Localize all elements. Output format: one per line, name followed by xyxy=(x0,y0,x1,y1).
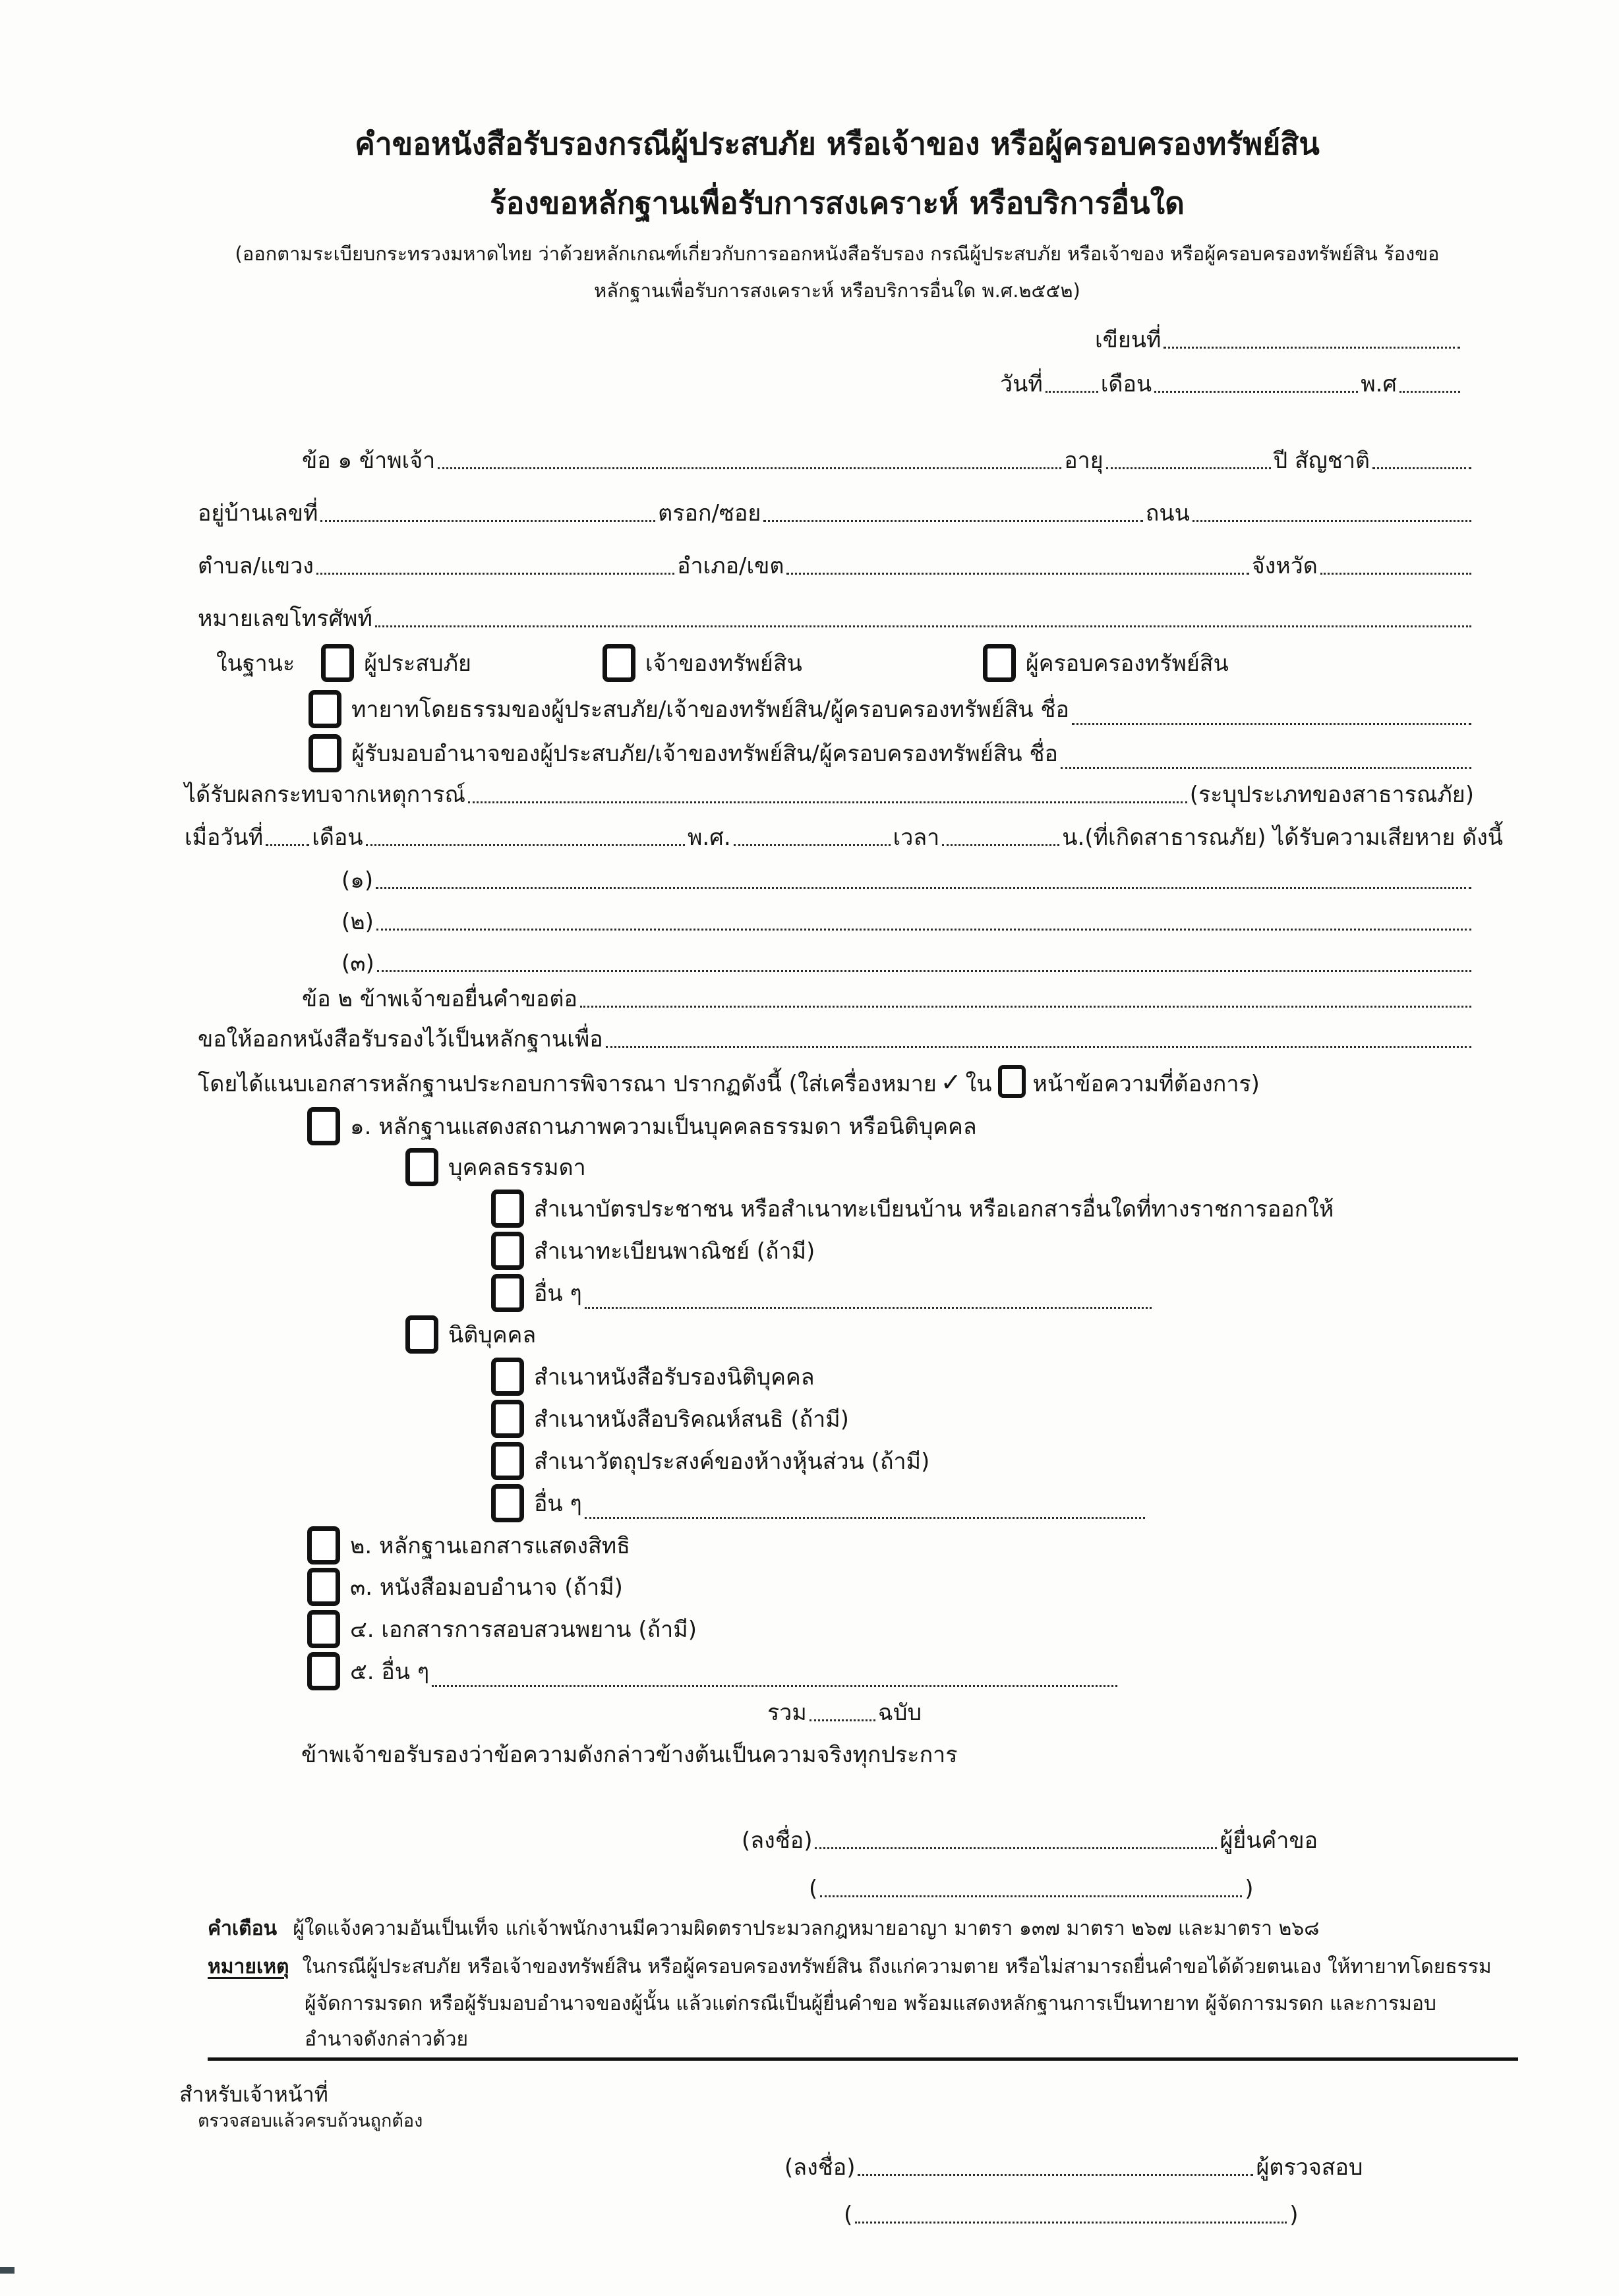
incident-time-field[interactable] xyxy=(942,844,1059,846)
juristic-doc1-row xyxy=(198,1356,1474,1398)
written-at-label: เขียนที่ xyxy=(1095,327,1162,353)
date-year-field[interactable] xyxy=(1399,391,1460,393)
checkbox-memorandum[interactable] xyxy=(491,1400,524,1438)
purpose-label: ขอให้ออกหนังสือรับรองไว้เป็นหลักฐานเพื่อ xyxy=(198,1026,603,1052)
paren-open: ( xyxy=(809,1876,818,1902)
natural-other-field[interactable] xyxy=(585,1307,1152,1309)
officer-signature-field[interactable] xyxy=(858,2174,1253,2176)
officer-section-row xyxy=(179,2081,328,2108)
regulation-line1: (ออกตามระเบียบกระทรวงมหาดไทย ว่าด้วยหลักเกณฑ์เกี่ยวกับการออกหนังสือรับรอง กรณีผู้ประสบภัย หรือเจ้าของ หรือผู้ครอบครองทรัพย์สิน ร้องขอ xyxy=(235,243,1440,265)
checklist-item3-row xyxy=(198,1566,1474,1609)
checklist-item3-label: ๓. หนังสือมอบอำนาจ (ถ้ามี) xyxy=(350,1574,623,1601)
checkbox-item4[interactable] xyxy=(307,1610,340,1648)
capacity-option-victim: ผู้ประสบภัย xyxy=(364,650,471,677)
checkbox-commercial-registration[interactable] xyxy=(491,1232,524,1270)
capacity-label: ในฐานะ xyxy=(216,650,295,677)
warning-label: คำเตือน xyxy=(208,1917,278,1940)
clause1-name-row xyxy=(198,447,1474,475)
incident-month-field[interactable] xyxy=(366,844,685,846)
juristic-doc-other-row xyxy=(198,1483,1474,1525)
house-no-label: อยู่บ้านเลขที่ xyxy=(198,500,318,527)
officer-paren-close: ) xyxy=(1289,2202,1299,2228)
note-line2: ผู้จัดการมรดก หรือผู้รับมอบอำนาจของผู้นั้น แล้วแต่กรณีเป็นผู้ยื่นคำขอ พร้อมแสดงหลักฐานการเป็นทายาท ผู้จัดการมรดก และการมอบ xyxy=(305,1992,1436,2015)
warning-row xyxy=(208,1916,1533,1941)
written-at-row xyxy=(1095,326,1463,355)
checklist-item1-label: ๑. หลักฐานแสดงสถานภาพความเป็นบุคคลธรรมดา หรือนิติบุคคล xyxy=(350,1113,977,1140)
checkbox-heir[interactable] xyxy=(309,690,341,728)
district-label: อำเภอ/เขต xyxy=(677,553,784,579)
checkbox-partnership-objectives[interactable] xyxy=(491,1442,524,1480)
natural-person-row xyxy=(198,1147,1474,1189)
officer-signname-row xyxy=(198,2201,1299,2229)
checkbox-item5[interactable] xyxy=(307,1652,340,1690)
checkbox-juristic-other[interactable] xyxy=(491,1484,524,1522)
clause1-lead: ข้อ ๑ ข้าพเจ้า xyxy=(302,447,436,474)
note-line1: ในกรณีผู้ประสบภัย หรือเจ้าของทรัพย์สิน หรือผู้ครอบครองทรัพย์สิน ถึงแก่ความตาย หรือไม่สามารถยื่นคำขอได้ด้วยตนเอง ให้ทายาทโดยธรรม xyxy=(302,1955,1492,1978)
attorney-label: ผู้รับมอบอำนาจของผู้ประสบภัย/เจ้าของทรัพย์สิน/ผู้ครอบครองทรัพย์สิน ชื่อ xyxy=(351,740,1058,767)
road-field[interactable] xyxy=(1192,520,1471,522)
applicant-printed-name-field[interactable] xyxy=(820,1895,1242,1897)
age-label: อายุ xyxy=(1064,447,1104,474)
attach-mid-text: ใน xyxy=(965,1070,992,1097)
natural-doc1-row xyxy=(198,1188,1474,1230)
verified-text: ตรวจสอบแล้วครบถ้วนถูกต้อง xyxy=(198,2111,423,2131)
check-mark-glyph: ✓ xyxy=(940,1067,962,1097)
verified-row xyxy=(198,2110,423,2133)
year-label: พ.ศ xyxy=(1361,371,1397,397)
attach-lead-text: โดยได้แนบเอกสารหลักฐานประกอบการพิจารณา ปรากฏดังนี้ (ใส่เครื่องหมาย xyxy=(198,1070,937,1097)
officer-printed-name-field[interactable] xyxy=(855,2222,1287,2224)
total-label: รวม xyxy=(767,1700,807,1726)
incident-year-label: พ.ศ. xyxy=(688,824,731,851)
checkbox-item1[interactable] xyxy=(307,1107,340,1145)
note-label: หมายเหตุ xyxy=(208,1955,289,1978)
province-field[interactable] xyxy=(1320,573,1471,575)
lane-field[interactable] xyxy=(763,520,1142,522)
item5-other-field[interactable] xyxy=(432,1685,1117,1687)
note-row2 xyxy=(305,1992,1546,2017)
checklist-item5-row xyxy=(198,1651,1474,1693)
natural-doc-other-row xyxy=(198,1273,1474,1315)
checkbox-natural-person[interactable] xyxy=(405,1148,438,1186)
event-field[interactable] xyxy=(468,801,1187,803)
heir-row xyxy=(198,689,1474,731)
damage-item-3: (๓) xyxy=(341,950,374,977)
phone-row xyxy=(198,605,1474,633)
natural-doc-other-label: อื่น ๆ xyxy=(534,1280,582,1307)
heir-label: ทายาทโดยธรรมของผู้ประสบภัย/เจ้าของทรัพย์สิน/ผู้ครอบครองทรัพย์สิน ชื่อ xyxy=(351,696,1069,723)
written-at-field[interactable] xyxy=(1163,347,1460,349)
date-row xyxy=(1000,370,1463,399)
affected-label: ได้รับผลกระทบจากเหตุการณ์ xyxy=(185,782,466,808)
checkbox-natural-other[interactable] xyxy=(491,1274,524,1312)
damage-item-row xyxy=(198,867,1474,895)
incident-time-label: เวลา xyxy=(893,824,940,851)
damage-2-field[interactable] xyxy=(376,929,1471,931)
submit-to-label: ข้อ ๒ ข้าพเจ้าขอยื่นคำขอต่อ xyxy=(302,986,577,1012)
juristic-doc2-label: สำเนาหนังสือบริคณห์สนธิ (ถ้ามี) xyxy=(534,1406,849,1433)
date-label: วันที่ xyxy=(1000,371,1043,397)
note-line3: อำนาจดังกล่าวด้วย xyxy=(305,2028,469,2051)
checkbox-juristic-person[interactable] xyxy=(405,1315,438,1354)
damage-1-field[interactable] xyxy=(376,887,1471,889)
attach-tail-text: หน้าข้อความที่ต้องการ) xyxy=(1032,1070,1260,1097)
juristic-doc1-label: สำเนาหนังสือรับรองนิติบุคคล xyxy=(534,1363,815,1391)
province-label: จังหวัด xyxy=(1251,553,1318,579)
checkbox-id-card[interactable] xyxy=(491,1190,524,1228)
juristic-doc2-row xyxy=(198,1398,1474,1441)
juristic-person-row xyxy=(198,1314,1474,1356)
juristic-doc3-label: สำเนาวัตถุประสงค์ของห้างหุ้นส่วน (ถ้ามี) xyxy=(534,1448,930,1475)
damage-item-2: (๒) xyxy=(341,909,374,935)
incident-day-field[interactable] xyxy=(266,844,309,846)
damage-item-row xyxy=(198,908,1474,936)
date-day-field[interactable] xyxy=(1045,391,1098,393)
attorney-name-field[interactable] xyxy=(1061,767,1471,769)
nationality-field[interactable] xyxy=(1372,467,1471,469)
paren-close: ) xyxy=(1245,1876,1254,1902)
natural-doc1-label: สำเนาบัตรประชาชน หรือสำเนาทะเบียนบ้าน หรือเอกสารอื่นใดที่ทางราชการออกให้ xyxy=(534,1195,1334,1222)
applicant-signature-field[interactable] xyxy=(815,1847,1217,1849)
checkbox-juristic-certificate[interactable] xyxy=(491,1358,524,1396)
applicant-name-field[interactable] xyxy=(438,467,1061,469)
checklist-item1-row xyxy=(198,1106,1474,1148)
subdistrict-label: ตำบล/แขวง xyxy=(198,553,314,579)
damage-3-field[interactable] xyxy=(377,970,1471,972)
address-row xyxy=(198,500,1474,528)
incident-date-row xyxy=(185,824,1503,852)
natural-doc2-row xyxy=(198,1230,1474,1273)
attorney-row xyxy=(198,733,1474,775)
officer-section-divider xyxy=(208,2057,1518,2061)
officer-signature-row xyxy=(198,2154,1363,2182)
checkbox-victim[interactable] xyxy=(321,644,354,682)
specify-type-label: (ระบุประเภทของสาธารณภัย) xyxy=(1189,782,1474,808)
damage-item-1: (๑) xyxy=(341,867,374,894)
submit-to-field[interactable] xyxy=(580,1006,1471,1008)
checkbox-item2[interactable] xyxy=(307,1526,340,1564)
district-row xyxy=(198,552,1474,581)
juristic-doc-other-label: อื่น ๆ xyxy=(534,1490,582,1517)
officer-section-label: สำหรับเจ้าหน้าที่ xyxy=(179,2082,328,2107)
subdistrict-field[interactable] xyxy=(316,573,674,575)
checklist-item2-row xyxy=(198,1525,1474,1567)
sample-checkbox-icon xyxy=(998,1065,1026,1098)
checkbox-item3[interactable] xyxy=(307,1568,340,1606)
applicant-signname-row xyxy=(198,1875,1254,1903)
certify-statement: ข้าพเจ้าขอรับรองว่าข้อความดังกล่าวข้างต้นเป็นความจริงทุกประการ xyxy=(301,1742,958,1768)
juristic-person-label: นิติบุคคล xyxy=(448,1321,537,1348)
year-nationality-label: ปี สัญชาติ xyxy=(1273,447,1370,474)
capacity-option-possessor: ผู้ครอบครองทรัพย์สิน xyxy=(1025,650,1229,677)
checklist-item4-row xyxy=(198,1609,1474,1651)
checklist-item2-label: ๒. หลักฐานเอกสารแสดงสิทธิ xyxy=(350,1532,630,1559)
checklist-item5-label: ๕. อื่น ๆ xyxy=(350,1658,430,1685)
submit-to-row xyxy=(198,985,1474,1014)
natural-person-label: บุคคลธรรมดา xyxy=(448,1154,586,1181)
incident-time-suffix: น.(ที่เกิดสาธารณภัย) ได้รับความเสียหาย ดังนี้ xyxy=(1062,824,1503,851)
lane-label: ตรอก/ซอย xyxy=(658,500,761,527)
total-row xyxy=(198,1699,922,1727)
age-field[interactable] xyxy=(1106,467,1271,469)
house-no-field[interactable] xyxy=(320,520,655,522)
scan-artifact-mark xyxy=(0,2267,15,2274)
affected-row xyxy=(185,781,1474,809)
total-unit-label: ฉบับ xyxy=(877,1700,922,1726)
damage-item-row xyxy=(198,950,1474,978)
purpose-field[interactable] xyxy=(606,1046,1471,1048)
applicant-signature-row xyxy=(198,1827,1318,1855)
checklist-item4-label: ๔. เอกสารการสอบสวนพยาน (ถ้ามี) xyxy=(350,1616,697,1643)
phone-label: หมายเลขโทรศัพท์ xyxy=(198,606,372,632)
capacity-row xyxy=(198,643,1474,685)
form-title-line2: ร้องขอหลักฐานเพื่อรับการสงเคราะห์ หรือบริการอื่นใด xyxy=(490,185,1185,221)
road-label: ถนน xyxy=(1145,500,1190,527)
attach-instruction-row xyxy=(198,1065,1540,1098)
certify-row xyxy=(198,1741,958,1769)
incident-year-field[interactable] xyxy=(734,844,891,846)
checkbox-owner[interactable] xyxy=(603,644,635,682)
checkbox-possessor[interactable] xyxy=(983,644,1016,682)
juristic-other-field[interactable] xyxy=(585,1517,1145,1519)
phone-field[interactable] xyxy=(375,625,1471,627)
checkbox-attorney[interactable] xyxy=(309,734,341,772)
form-title-line1: คำขอหนังสือรับรองกรณีผู้ประสบภัย หรือเจ้าของ หรือผู้ครอบครองทรัพย์สิน xyxy=(355,126,1320,161)
district-field[interactable] xyxy=(786,573,1249,575)
juristic-doc3-row xyxy=(198,1441,1474,1483)
incident-month-label: เดือน xyxy=(312,824,363,851)
date-month-field[interactable] xyxy=(1154,391,1358,393)
officer-role-label: ผู้ตรวจสอบ xyxy=(1256,2154,1363,2181)
month-label: เดือน xyxy=(1100,371,1152,397)
total-count-field[interactable] xyxy=(810,1719,875,1721)
sign-label: (ลงชื่อ) xyxy=(742,1827,813,1854)
purpose-row xyxy=(198,1025,1474,1054)
natural-doc2-label: สำเนาทะเบียนพาณิชย์ (ถ้ามี) xyxy=(534,1238,815,1265)
note-row3 xyxy=(305,2027,1546,2052)
note-row1 xyxy=(208,1955,1546,1980)
capacity-option-owner: เจ้าของทรัพย์สิน xyxy=(645,650,802,677)
applicant-role-label: ผู้ยื่นคำขอ xyxy=(1220,1827,1318,1854)
heir-name-field[interactable] xyxy=(1072,723,1471,725)
officer-sign-label: (ลงชื่อ) xyxy=(784,2154,856,2181)
regulation-line2: หลักฐานเพื่อรับการสงเคราะห์ หรือบริการอื่นใด พ.ศ.๒๕๕๒) xyxy=(594,279,1080,302)
on-date-label: เมื่อวันที่ xyxy=(185,824,264,851)
officer-paren-open: ( xyxy=(844,2202,853,2228)
warning-text: ผู้ใดแจ้งความอันเป็นเท็จ แก่เจ้าพนักงานมีความผิดตราประมวลกฎหมายอาญา มาตรา ๑๓๗ มาตรา ๒๖๗ และมาตรา ๒๖๘ xyxy=(293,1917,1320,1940)
